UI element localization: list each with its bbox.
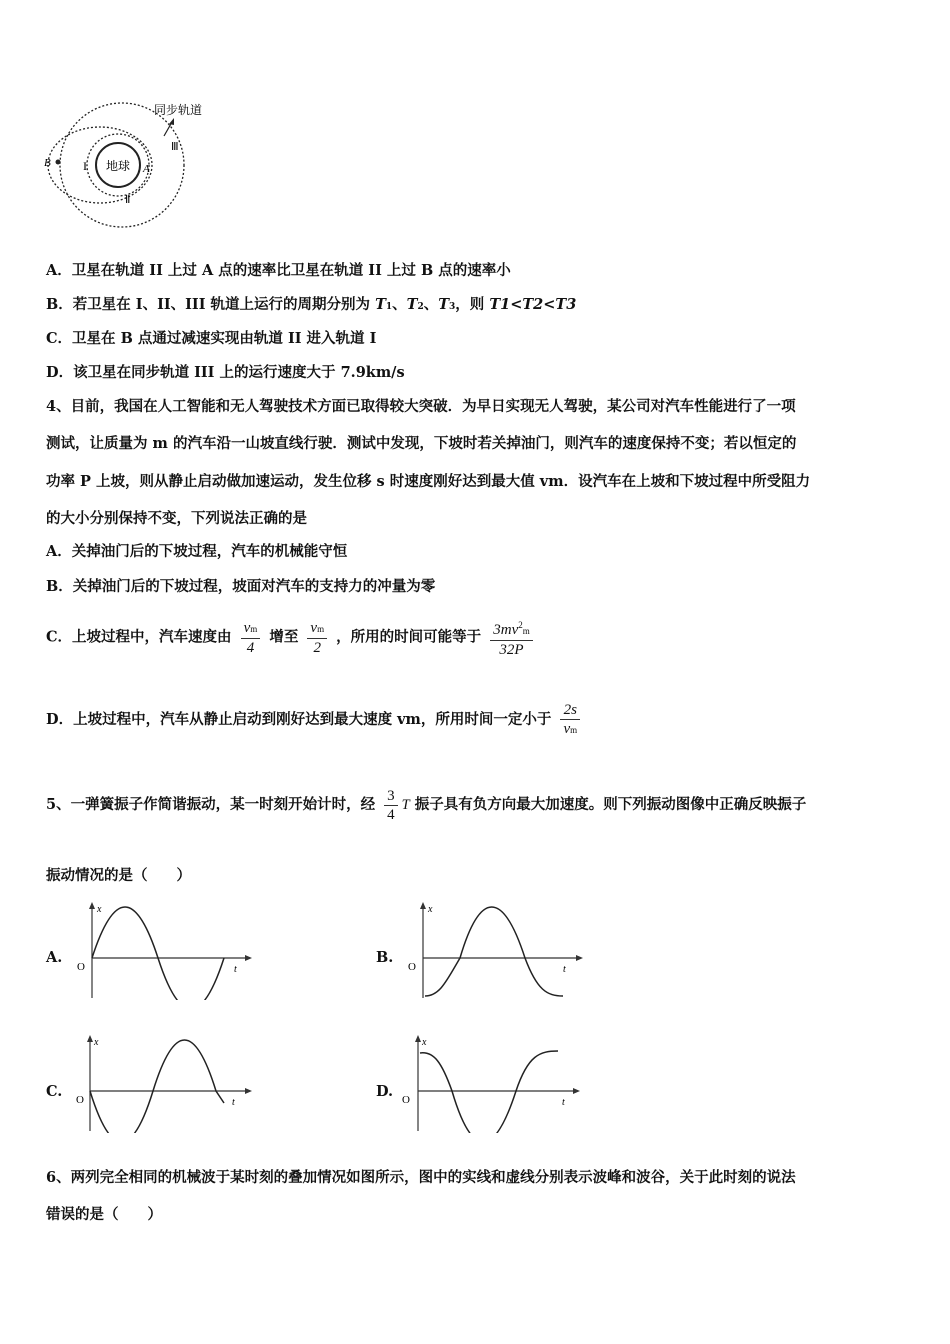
q5-option-b-label: B. [376,949,394,966]
q6-line1: 6、两列完全相同的机械波于某时刻的叠加情况如图所示，图中的实线和虚线分别表示波峰和波谷，关于此时刻的说法 [46,1169,796,1186]
label-A: A [143,163,150,175]
svg-text:t: t [232,1097,235,1108]
fraction-vm-over-4: $\frac{vm}{4}$ [241,619,261,657]
q4-line3: 功率 P 上坡，则从静止启动做加速运动，发生位移 s 时速度刚好达到最大值 vm．设汽车在上坡和下坡过程中所受阻力 [46,473,811,490]
orbit-diagram [40,100,220,230]
q3-option-b: B．若卫星在 I、II、III 轨道上运行的周期分别为 T1、T2、T3，则 T1<T2<T3 [46,296,577,313]
svg-text:x: x [428,904,433,915]
q5-option-a-label: A. [46,949,63,966]
q3-option-d: D．该卫星在同步轨道 III 上的运行速度大于 7.9km/s [46,364,405,381]
label-I: I [83,159,87,173]
q5-option-d-label: D. [376,1083,394,1100]
q5-line2: 振动情况的是（ ） [46,867,191,884]
q4-option-d: D．上坡过程中，汽车从静止启动到刚好达到最大速度 vm，所用时间一定小于 $\frac{2s}{vm}$ [46,700,584,740]
q5-option-c-label: C. [46,1083,63,1100]
svg-text:x: x [97,904,102,915]
q6-line2: 错误的是（ ） [46,1206,162,1223]
q4-line2: 测试，让质量为 m 的汽车沿一山坡直线行驶．测试中发现，下坡时若关掉油门，则汽车的速度保持不变；若以恒定的 [46,435,797,452]
fraction-3mvm2-over-32p: $\frac{3mv^2m}{32P}$ [490,616,533,659]
q4-line1: 4、目前，我国在人工智能和无人驾驶技术方面已取得较大突破．为早日实现无人驾驶，某公司对汽车性能进行了一项 [46,398,796,415]
q4-option-a: A．关掉油门后的下坡过程，汽车的机械能守恒 [46,543,348,560]
fraction-vm-over-2: $\frac{vm}{2}$ [307,619,327,657]
fraction-2s-over-vm: $\frac{2s}{vm}$ [560,701,580,739]
svg-text:O: O [76,1094,84,1106]
label-III: Ⅲ [171,140,179,153]
fraction-3-over-4: $\frac{3}{4}$ [384,787,398,824]
sync-arrowhead [169,118,174,125]
q3-option-b-pre: B．若卫星在 I、II、III 轨道上运行的周期分别为 [46,296,376,313]
t1: T [375,296,386,313]
svg-text:O: O [402,1094,410,1106]
earth-label: 地球 [105,159,131,173]
q4-line4: 的大小分别保持不变，下列说法正确的是 [46,510,307,527]
svg-text:x: x [94,1037,99,1048]
q5-graph-b[interactable] [405,900,585,1000]
q5-line1: 5、一弹簧振子作简谐振动，某一时刻开始计时，经 $\frac{3}{4}$ T 振子具有负方向最大加速度。则下列振动图像中正确反映振子 [46,787,807,823]
q3-option-c: C．卫星在 B 点通过减速实现由轨道 II 进入轨道 I [46,330,377,347]
svg-text:t: t [234,964,237,975]
q5-graph-a[interactable] [74,900,254,1000]
point-B [56,160,61,165]
svg-text:t: t [563,964,566,975]
q4-option-c: C．上坡过程中，汽车速度由 $\frac{vm}{4}$ 增至 $\frac{vm}{2}$ ，所用的时间可能等于 $\frac{3mv^2m}{32P}$ [46,616,537,659]
label-II: Ⅱ [125,193,131,206]
q5-graph-c[interactable] [74,1033,254,1133]
svg-text:t: t [562,1097,565,1108]
label-B: B [44,157,51,169]
svg-text:x: x [422,1037,427,1048]
svg-text:O: O [408,961,416,973]
q5-graph-d[interactable] [402,1033,582,1133]
label-sync-orbit: 同步轨道 [154,103,203,117]
q3-option-a: A．卫星在轨道 II 上过 A 点的速率比卫星在轨道 II 上过 B 点的速率小 [46,262,511,279]
q4-option-b: B．关掉油门后的下坡过程，坡面对汽车的支持力的冲量为零 [46,578,436,595]
q3-option-b-relation: T1<T2<T3 [489,296,577,313]
svg-text:O: O [77,961,85,973]
